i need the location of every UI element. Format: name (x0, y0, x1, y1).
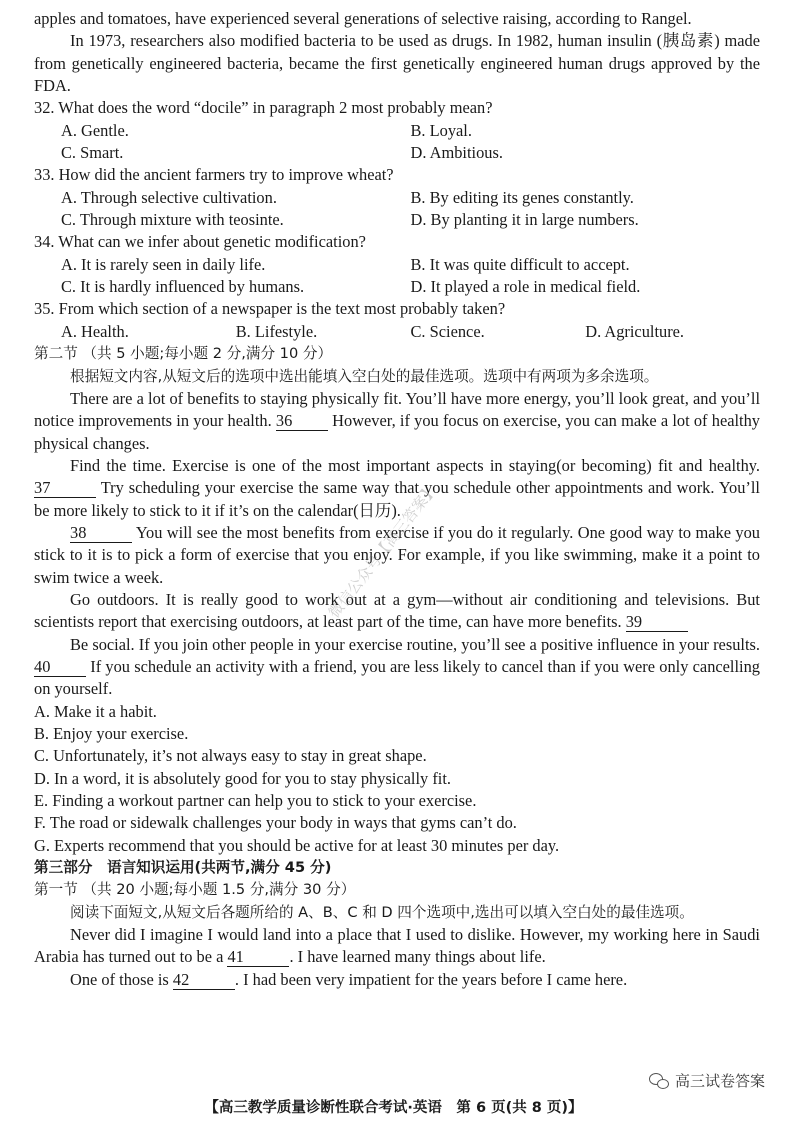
choice-f: F. The road or sidewalk challenges your body in ways that gyms can’t do. (34, 813, 517, 833)
question-stem: 33. How did the ancient farmers try to improve wheat? (34, 165, 394, 185)
choice-a: A. Make it a habit. (34, 701, 157, 721)
part-3-section-1-header: 第一节 （共 20 小题;每小题 1.5 分,满分 30 分） (34, 881, 356, 899)
cloze-para-1: There are a lot of benefits to staying physically fit. You’ll have more energy, you’ll look great, and you’ll notice improvements in your health. 36 However, if you focus on exercise, you can make a lot of healthy physical changes. (34, 388, 760, 453)
option-d: D. Ambitious. (410, 143, 503, 163)
blank-37[interactable]: 37 (34, 479, 96, 498)
cloze-para-2: Find the time. Exercise is one of the most important aspects in staying(or becoming) fit and healthy. 37 Try scheduling your exercise the same way that you schedule other appointments and work. You’ll be more likely to stick to it if it’s on the calendar(日历). (34, 455, 760, 520)
option-b: B. It was quite difficult to accept. (410, 254, 630, 274)
blank-36[interactable]: 36 (276, 412, 328, 431)
cloze-para-3: 38 You will see the most benefits from exercise if you do it regularly. One good way to make you stick to it is to pick a form of exercise that you enjoy. For example, if you like swimming, make it a point to swim twice a week. (34, 522, 760, 587)
option-c: C. Smart. (61, 143, 124, 163)
option-a: A. Through selective cultivation. (61, 187, 277, 207)
choice-e: E. Finding a workout partner can help you to stick to your exercise. (34, 791, 477, 811)
page-content (34, 8, 760, 991)
wechat-icon (649, 1073, 669, 1089)
question-32 (34, 97, 760, 164)
blank-39[interactable]: 39 (626, 613, 688, 632)
blank-41[interactable]: 41 (227, 948, 289, 967)
option-b: B. Loyal. (410, 120, 472, 140)
part-3-header: 第三部分 语言知识运用(共两节,满分 45 分) (34, 859, 332, 877)
option-b: B. By editing its genes constantly. (410, 187, 634, 207)
choice-g: G. Experts recommend that you should be active for at least 30 minutes per day. (34, 835, 560, 855)
page-footer: 【高三教学质量诊断性联合考试·英语 第 6 页(共 8 页)】 (204, 1100, 583, 1116)
passage-c-para: In 1973, researchers also modified bacteria to be used as drugs. In 1982, human insulin (胰岛素) made from genetically engineered bacteria, became the first genetically engineered human drugs approved by the FDA. (34, 31, 760, 96)
cloze-para-4: Go outdoors. It is really good to work out at a gym—without air conditioning and televisions. But scientists report that exercising outdoors, at least part of the time, can have more benefits. 39 (34, 589, 760, 632)
question-35 (34, 298, 760, 343)
section-2-header: 第二节 （共 5 小题;每小题 2 分,满分 10 分） (34, 345, 333, 363)
option-c: C. It is hardly influenced by humans. (61, 277, 305, 297)
option-d: D. It played a role in medical field. (410, 277, 641, 297)
passage-c-tail: apples and tomatoes, have experienced several generations of selective raising, according to Rangel. (34, 9, 692, 28)
blank-42[interactable]: 42 (173, 971, 235, 990)
option-a: A. Health. (61, 321, 129, 341)
option-c: C. Science. (410, 321, 485, 341)
question-stem: 34. What can we infer about genetic modification? (34, 232, 366, 252)
option-d: D. Agriculture. (585, 321, 685, 341)
blank-38[interactable]: 38 (70, 524, 132, 543)
question-33 (34, 164, 760, 231)
wechat-badge-label: 高三试卷答案 (674, 1072, 765, 1090)
choice-d: D. In a word, it is absolutely good for you to stay physically fit. (34, 768, 451, 788)
choice-list (34, 701, 760, 857)
option-a: A. It is rarely seen in daily life. (61, 254, 266, 274)
part-3-para-1: Never did I imagine I would land into a place that I used to dislike. However, my working here in Saudi Arabia has turned out to be a 41 . I have learned many things about life. (34, 925, 760, 967)
part-3-para-2: One of those is 42 . I had been very impatient for the years before I came here. (70, 969, 628, 989)
choice-b: B. Enjoy your exercise. (34, 724, 189, 743)
wechat-badge (649, 1070, 765, 1091)
section-2-instruction: 根据短文内容,从短文后的选项中选出能填入空白处的最佳选项。选项中有两项为多余选项。 (70, 367, 659, 385)
blank-40[interactable]: 40 (34, 658, 86, 677)
option-c: C. Through mixture with teosinte. (61, 210, 284, 230)
cloze-para-5: Be social. If you join other people in your exercise routine, you’ll see a positive influence in your results. 40 If you schedule an activity with a friend, you are less likely to cancel than if you were only cancelling on yourself. (34, 634, 760, 699)
option-b: B. Lifestyle. (235, 321, 318, 341)
question-stem: 32. What does the word “docile” in paragraph 2 most probably mean? (34, 98, 493, 118)
option-d: D. By planting it in large numbers. (410, 210, 639, 230)
option-a: A. Gentle. (61, 120, 129, 140)
question-34 (34, 231, 760, 298)
part-3-instruction: 阅读下面短文,从短文后各题所给的 A、B、C 和 D 四个选项中,选出可以填入空白处的最佳选项。 (70, 903, 694, 921)
question-stem: 35. From which section of a newspaper is the text most probably taken? (34, 299, 506, 319)
watermark-text: 微信公众号【高三答案】 (325, 480, 441, 622)
choice-c: C. Unfortunately, it’s not always easy to stay in great shape. (34, 746, 427, 766)
